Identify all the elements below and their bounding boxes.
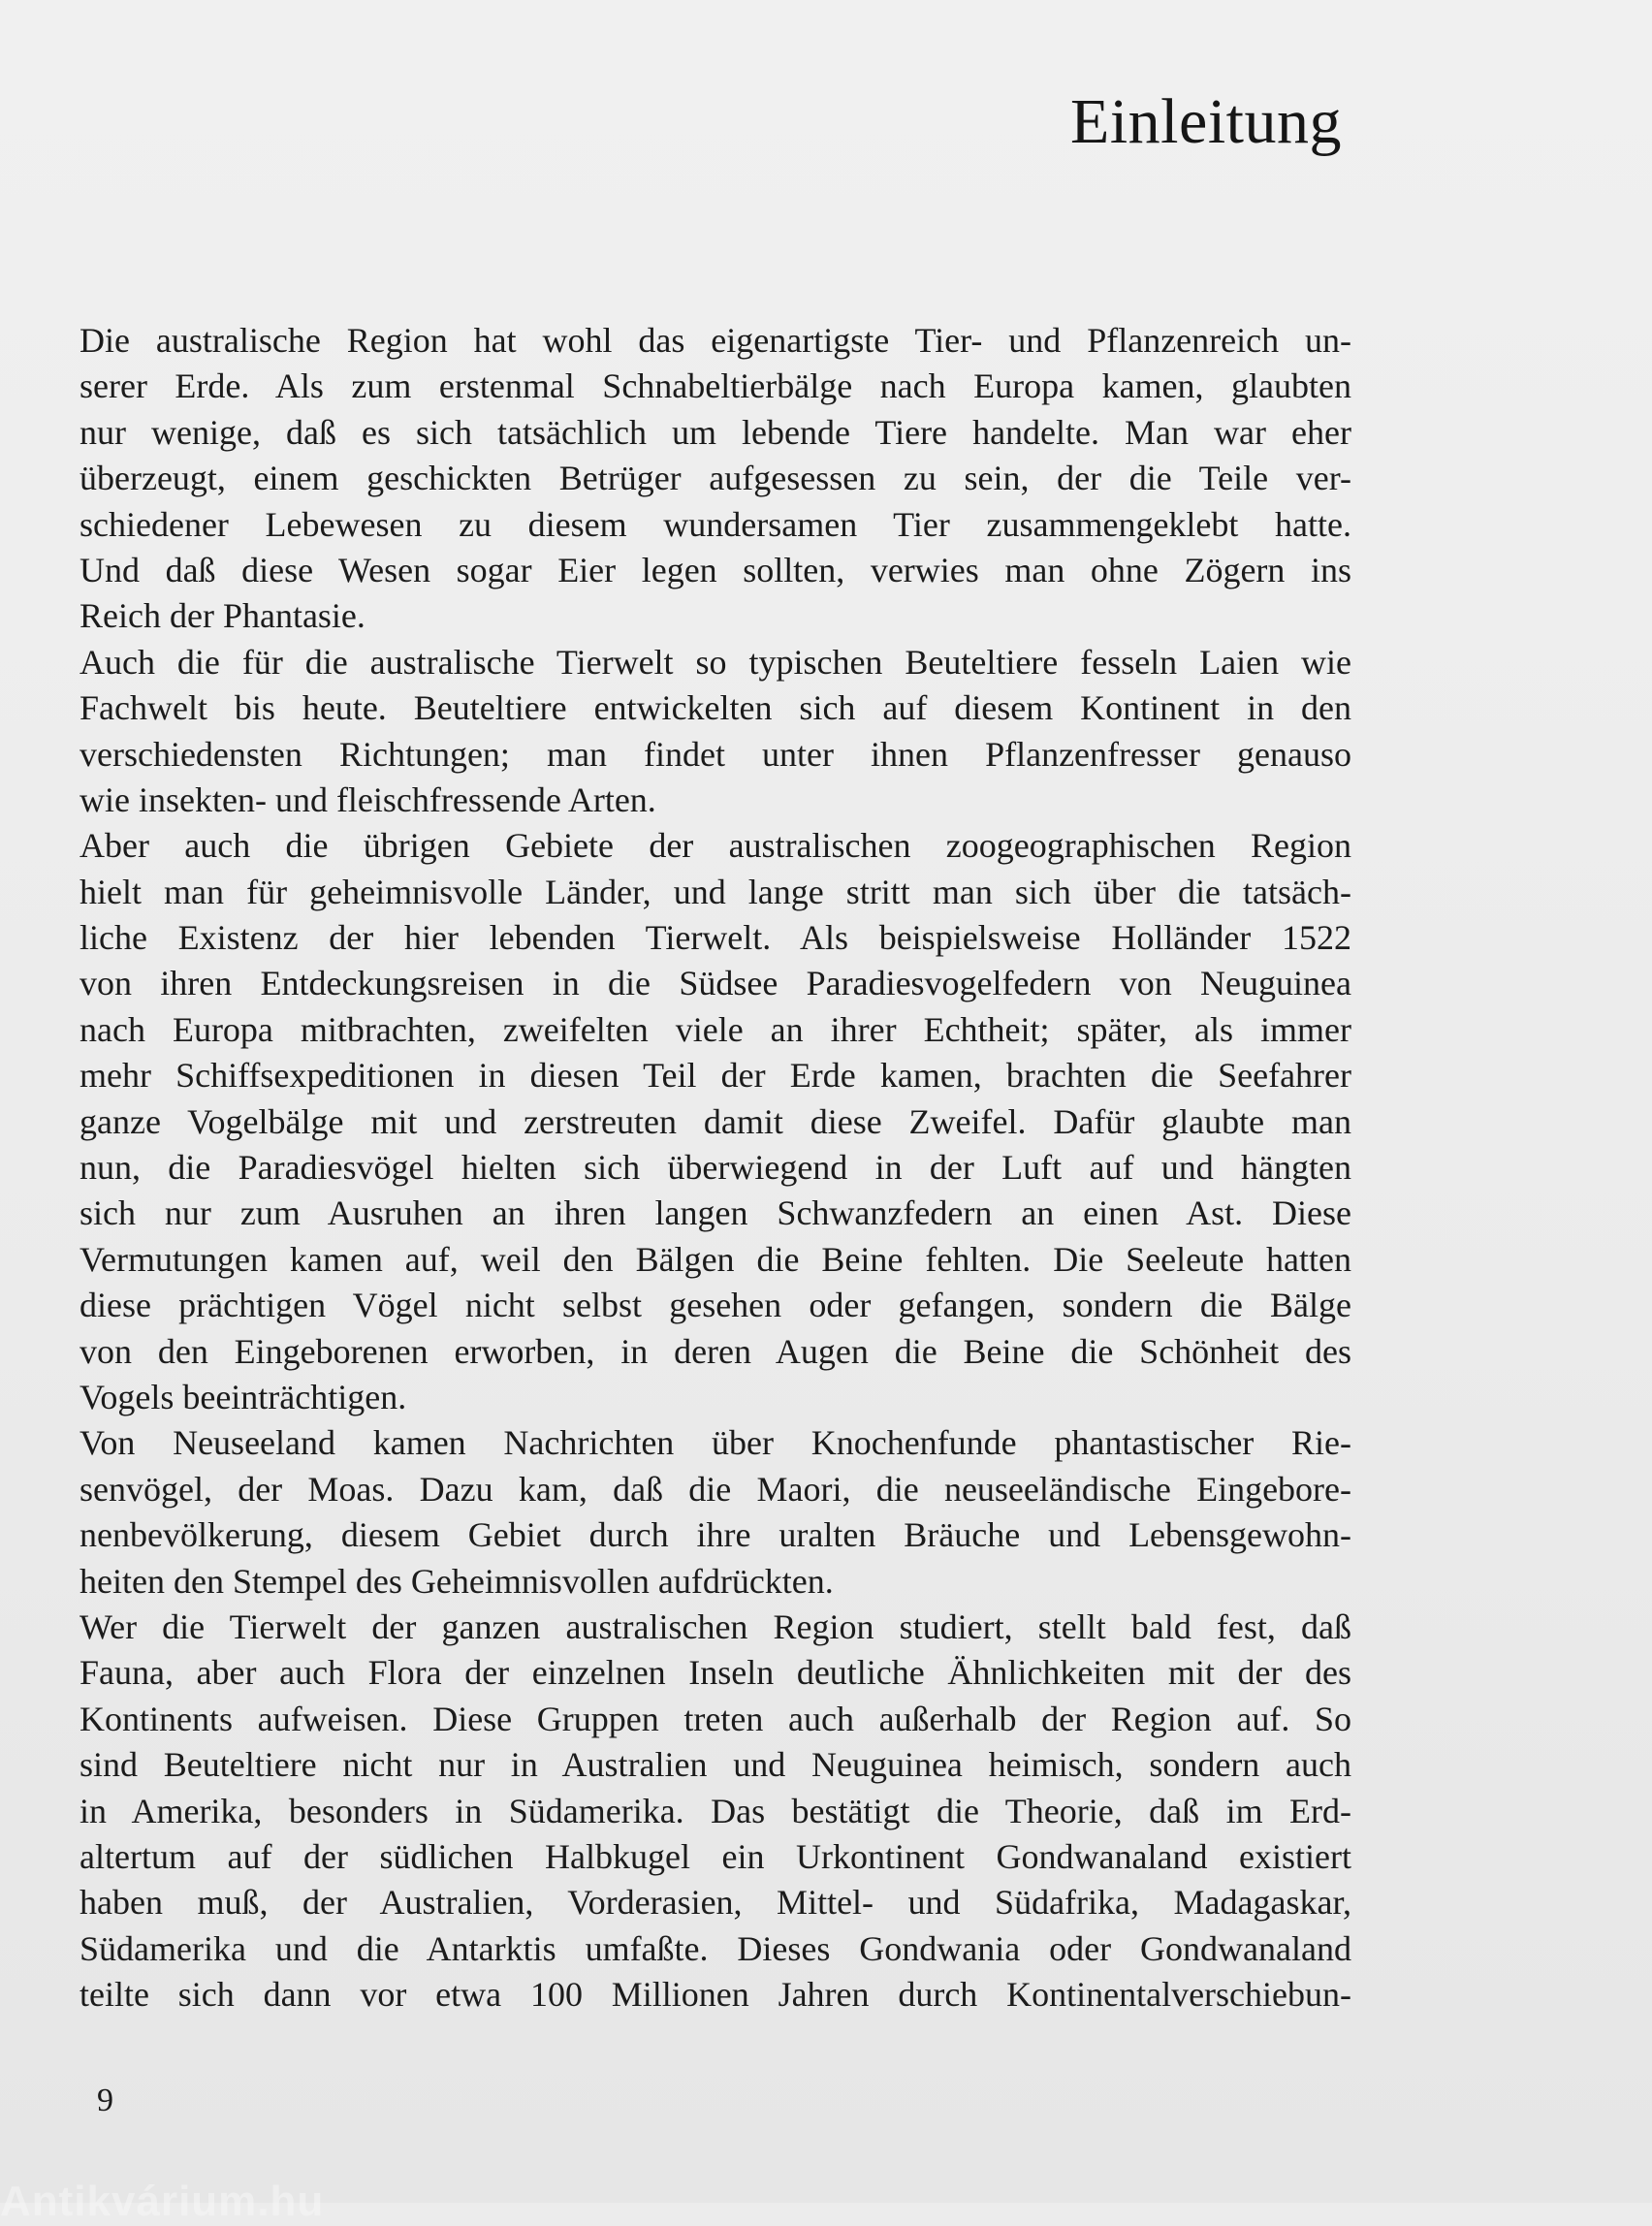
text-line: Kontinents aufweisen. Diese Gruppen treten auch außerhalb der Region auf. So	[79, 1699, 1351, 1738]
text-line: ganze Vogelbälge mit und zerstreuten damit diese Zweifel. Dafür glaubte man	[79, 1101, 1351, 1141]
text-line: Wer die Tierwelt der ganzen australischen Region studiert, stellt bald fest, daß	[79, 1606, 1351, 1646]
page-number: 9	[97, 2083, 113, 2118]
text-line: senvögel, der Moas. Dazu kam, daß die Maori, die neuseeländische Eingebore-	[79, 1469, 1351, 1509]
text-line: von ihren Entdeckungsreisen in die Südsee Paradiesvogelfedern von Neuguinea	[79, 964, 1351, 1003]
text-line: nenbevölkerung, diesem Gebiet durch ihre uralten Bräuche und Lebensgewohn-	[79, 1515, 1351, 1555]
text-line: Fachwelt bis heute. Beuteltiere entwickelten sich auf diesem Kontinent in den	[79, 688, 1351, 728]
text-line: Von Neuseeland kamen Nachrichten über Knochenfunde phantastischer Rie-	[79, 1423, 1351, 1463]
text-line: diese prächtigen Vögel nicht selbst gesehen oder gefangen, sondern die Bälge	[79, 1286, 1351, 1325]
text-line: nach Europa mitbrachten, zweifelten viele an ihrer Echtheit; später, als immer	[79, 1009, 1351, 1049]
text-line: sind Beuteltiere nicht nur in Australien und Neuguinea heimisch, sondern auch	[79, 1745, 1351, 1785]
page-title: Einleitung	[1070, 86, 1342, 157]
text-line: nun, die Paradiesvögel hielten sich überwiegend in der Luft auf und hängten	[79, 1148, 1351, 1188]
text-line: Fauna, aber auch Flora der einzelnen Inseln deutliche Ähnlichkeiten mit der des	[79, 1653, 1351, 1693]
text-line: Reich der Phantasie.	[79, 596, 365, 636]
text-line: Auch die für die australische Tierwelt so typischen Beuteltiere fesseln Laien wie	[79, 642, 1351, 682]
watermark: Antikvárium.hu	[0, 2178, 325, 2225]
text-line: heiten den Stempel des Geheimnisvollen aufdrückten.	[79, 1561, 834, 1601]
text-line: überzeugt, einem geschickten Betrüger aufgesessen zu sein, der die Teile ver-	[79, 459, 1351, 498]
text-line: haben muß, der Australien, Vorderasien, Mittel- und Südafrika, Madagaskar,	[79, 1883, 1351, 1923]
text-line: hielt man für geheimnisvolle Länder, und lange stritt man sich über die tatsäch-	[79, 872, 1351, 911]
text-line: Die australische Region hat wohl das eigenartigste Tier- und Pflanzenreich un-	[79, 321, 1351, 360]
text-line: Aber auch die übrigen Gebiete der australischen zoogeographischen Region	[79, 826, 1351, 866]
text-line: verschiedensten Richtungen; man findet unter ihnen Pflanzenfresser genauso	[79, 734, 1351, 774]
body-text	[79, 318, 1351, 2018]
text-line: schiedener Lebewesen zu diesem wundersamen Tier zusammengeklebt hatte.	[79, 504, 1351, 544]
text-line: Vogels beeinträchtigen.	[79, 1377, 407, 1416]
text-line: liche Existenz der hier lebenden Tierwelt. Als beispielsweise Holländer 1522	[79, 918, 1351, 958]
text-line: nur wenige, daß es sich tatsächlich um lebende Tiere handelte. Man war eher	[79, 412, 1351, 452]
text-line: Und daß diese Wesen sogar Eier legen sollten, verwies man ohne Zögern ins	[79, 550, 1351, 589]
text-line: Südamerika und die Antarktis umfaßte. Dieses Gondwania oder Gondwanaland	[79, 1928, 1351, 1968]
text-line: sich nur zum Ausruhen an ihren langen Schwanzfedern an einen Ast. Diese	[79, 1193, 1351, 1233]
text-line: in Amerika, besonders in Südamerika. Das bestätigt die Theorie, daß im Erd-	[79, 1791, 1351, 1830]
text-line: teilte sich dann vor etwa 100 Millionen Jahren durch Kontinentalverschiebun-	[79, 1975, 1351, 2015]
text-line: serer Erde. Als zum erstenmal Schnabeltierbälge nach Europa kamen, glaubten	[79, 366, 1351, 406]
text-line: Vermutungen kamen auf, weil den Bälgen die Beine fehlten. Die Seeleute hatten	[79, 1239, 1351, 1279]
text-line: von den Eingeborenen erworben, in deren Augen die Beine die Schönheit des	[79, 1331, 1351, 1371]
text-line: mehr Schiffsexpeditionen in diesen Teil der Erde kamen, brachten die Seefahrer	[79, 1056, 1351, 1096]
text-line: wie insekten- und fleischfressende Arten.	[79, 779, 656, 819]
text-line: altertum auf der südlichen Halbkugel ein Urkontinent Gondwanaland existiert	[79, 1836, 1351, 1876]
